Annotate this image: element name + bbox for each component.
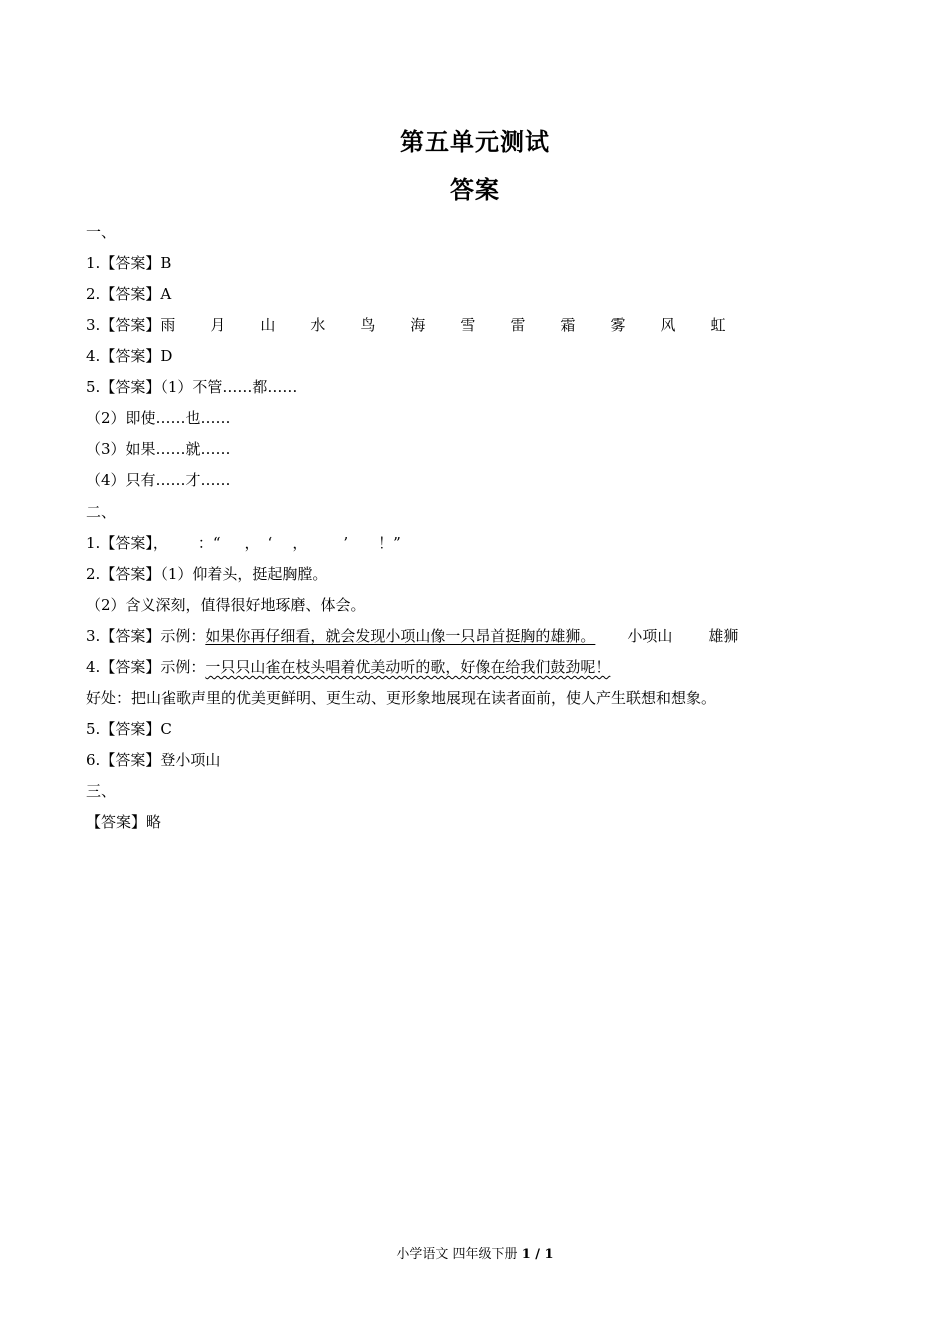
page-title: 第五单元测试 [400, 128, 550, 156]
question-number: 3. [86, 627, 101, 645]
answer-2-1 [86, 533, 401, 553]
section-heading-2: 二、 [86, 503, 117, 521]
answer-3-1 [86, 812, 161, 832]
answer-1-5 [86, 377, 297, 397]
punct-mark: ， [292, 534, 308, 552]
question-number: 6. [86, 751, 101, 769]
char-item: 雨 [160, 316, 176, 334]
answer-value: 略 [146, 813, 162, 831]
punct-mark: ， [152, 534, 168, 552]
question-number: 4. [86, 658, 101, 676]
answer-value: 登小项山 [160, 751, 221, 769]
answer-tag: 【答案】 [100, 658, 161, 676]
wavy-underlined-sentence: 一只只山雀在枝头唱着优美动听的歌，好像在给我们鼓劲呢！ [205, 658, 611, 676]
answer-value: C [160, 720, 172, 738]
answer-tag: 【答案】 [100, 534, 153, 552]
answer-value: B [160, 254, 172, 272]
question-number: 5. [86, 378, 101, 396]
answer-item: （2）含义深刻，值得很好地琢磨、体会。 [86, 596, 366, 614]
answer-item: （4）只有……才…… [86, 471, 231, 489]
answer-2-2 [86, 564, 327, 584]
char-item: 鸟 [360, 316, 376, 334]
page-subtitle: 答案 [450, 176, 500, 204]
answer-tag: 【答案】 [100, 565, 161, 583]
answer-tag: 【答案】 [100, 285, 161, 303]
answer-2-6 [86, 750, 220, 770]
answer-1-3 [86, 315, 726, 335]
example-prefix: 示例： [160, 658, 206, 676]
answer-tag: 【答案】 [100, 627, 161, 645]
question-number: 3. [86, 316, 101, 334]
char-item: 风 [660, 316, 676, 334]
example-prefix: 示例： [160, 627, 206, 645]
char-item: 虹 [710, 316, 726, 334]
answer-tag: 【答案】 [100, 254, 161, 272]
answer-item: （2）即使……也…… [86, 409, 231, 427]
question-number: 4. [86, 347, 101, 365]
question-number: 2. [86, 285, 101, 303]
answer-item: （1）仰着头，挺起胸膛。 [160, 565, 328, 583]
question-number: 1. [86, 254, 101, 272]
char-item: 雾 [610, 316, 626, 334]
char-item: 雷 [510, 316, 526, 334]
answer-2-4 [86, 657, 610, 677]
answer-2-3 [86, 626, 738, 646]
section-heading-3: 三、 [86, 782, 117, 800]
answer-item: （1）不管……都…… [160, 378, 298, 396]
answer-1-4 [86, 346, 172, 366]
question-number: 2. [86, 565, 101, 583]
page-number: 1 / 1 [521, 1247, 554, 1262]
answer-tag: 【答案】 [86, 813, 147, 831]
answer-tag: 【答案】 [100, 378, 161, 396]
footer-text: 小学语文 四年级下册 [396, 1247, 522, 1262]
section-heading-1: 一、 [86, 223, 117, 241]
char-item: 月 [210, 316, 226, 334]
answer-1-2 [86, 284, 171, 304]
answer-tag: 【答案】 [100, 751, 161, 769]
punct-mark: ！” [378, 534, 401, 552]
punct-mark: ‘ [267, 534, 273, 552]
punct-mark: ：“ [197, 534, 221, 552]
answer-word: 小项山 [627, 627, 673, 645]
char-item: 雪 [460, 316, 476, 334]
answer-tag: 【答案】 [100, 347, 161, 365]
answer-word: 雄狮 [708, 627, 739, 645]
answer-item: （3）如果……就…… [86, 440, 231, 458]
answer-1-1 [86, 253, 171, 273]
page-footer [0, 1246, 950, 1264]
punct-mark: ， [244, 534, 260, 552]
answer-tag: 【答案】 [100, 720, 161, 738]
char-item: 水 [310, 316, 326, 334]
char-item: 霜 [560, 316, 576, 334]
answer-tag: 【答案】 [100, 316, 161, 334]
question-number: 5. [86, 720, 101, 738]
char-list [160, 316, 725, 334]
answer-value: A [160, 285, 172, 303]
benefit-text: 好处：把山雀歌声里的优美更鲜明、更生动、更形象地展现在读者面前，使人产生联想和想象。 [86, 689, 717, 707]
char-item: 海 [410, 316, 426, 334]
punct-mark: ’ [343, 534, 349, 552]
answer-2-5 [86, 719, 172, 739]
question-number: 1. [86, 534, 101, 552]
char-item: 山 [260, 316, 276, 334]
underlined-sentence: 如果你再仔细看，就会发现小项山像一只昂首挺胸的雄狮。 [205, 627, 596, 645]
answer-value: D [160, 347, 173, 365]
